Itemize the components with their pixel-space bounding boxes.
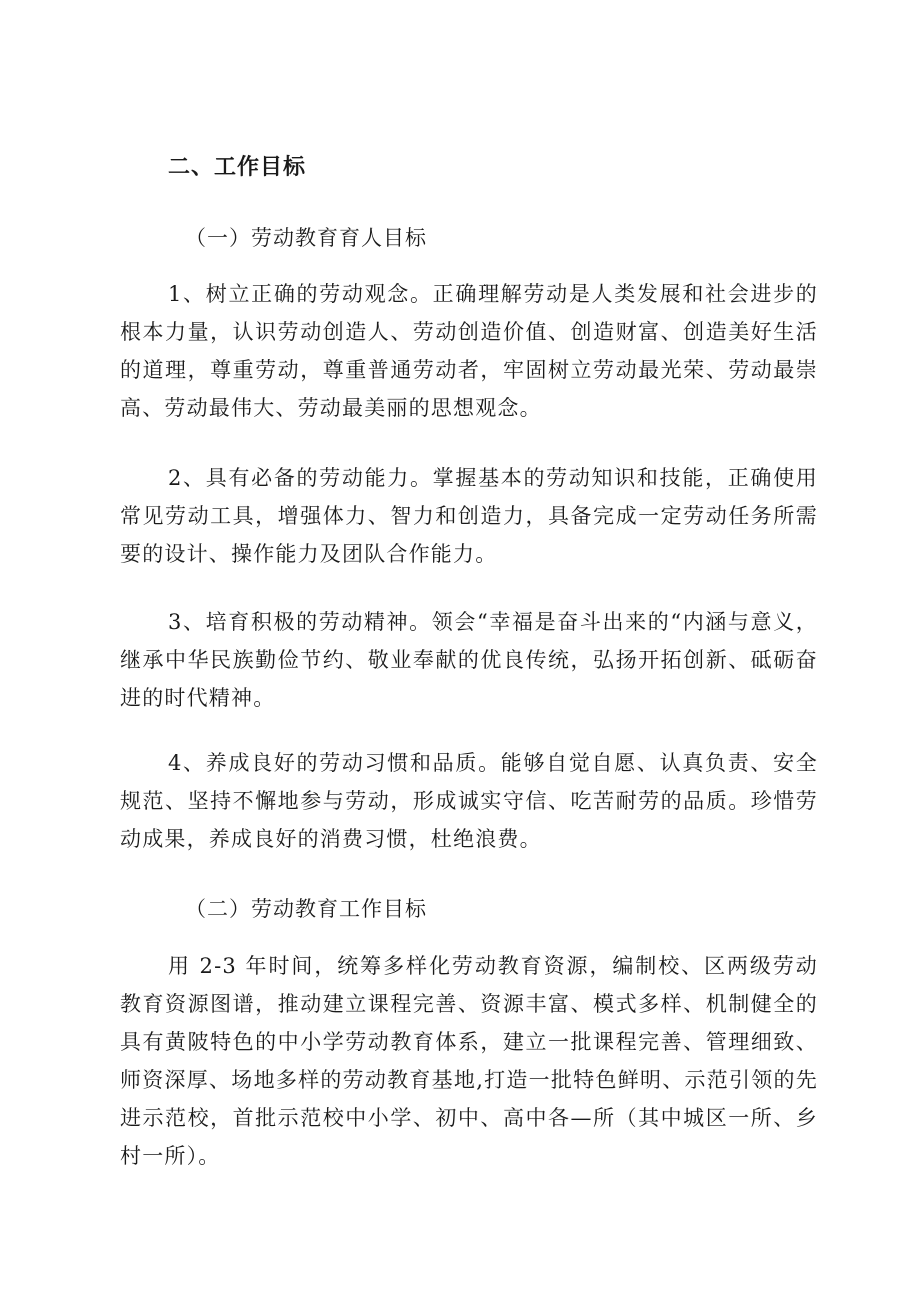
subsection-title-2: （二）劳动教育工作目标: [185, 897, 427, 921]
goal-paragraph-2: 2、具有必备的劳动能力。掌握基本的劳动知识和技能，正确使用常见劳动工具，增强体力、智力和创造力，具备完成一定劳动任务所需要的设计、操作能力及团队合作能力。: [120, 466, 818, 566]
section-heading: 二、工作目标: [168, 155, 307, 180]
goal-paragraph-1: 1、树立正确的劳动观念。正确理解劳动是人类发展和社会进步的根本力量，认识劳动创造人、劳动创造价值、创造财富、创造美好生活的道理，尊重劳动，尊重普通劳动者，牢固树立劳动最光荣、劳动最崇高、劳动最伟大、劳动最美丽的思想观念。: [120, 282, 818, 420]
subsection-title-1: （一）劳动教育育人目标: [185, 226, 427, 250]
goal-paragraph-3: 3、培育积极的劳动精神。领会“幸福是奋斗出来的“内涵与意义，继承中华民族勤俭节约、敬业奉献的优良传统，弘扬开拓创新、砥砺奋进的时代精神。: [120, 610, 818, 710]
work-goal-paragraph: 用 2-3 年时间，统筹多样化劳动教育资源，编制校、区两级劳动教育资源图谱，推动建立课程完善、资源丰富、模式多样、机制健全的具有黄陂特色的中小学劳动教育体系，建立一批课程完善、管理细致、师资深厚、场地多样的劳动教育基地,打造一批特色鲜明、示范引领的先进示范校，首批示范校中小学、初中、高中各—所（其中城区一所、乡村一所）。: [120, 954, 818, 1168]
goal-paragraph-4: 4、养成良好的劳动习惯和品质。能够自觉自愿、认真负责、安全规范、坚持不懈地参与劳动，形成诚实守信、吃苦耐劳的品质。珍惜劳动成果，养成良好的消费习惯，杜绝浪费。: [120, 751, 818, 851]
